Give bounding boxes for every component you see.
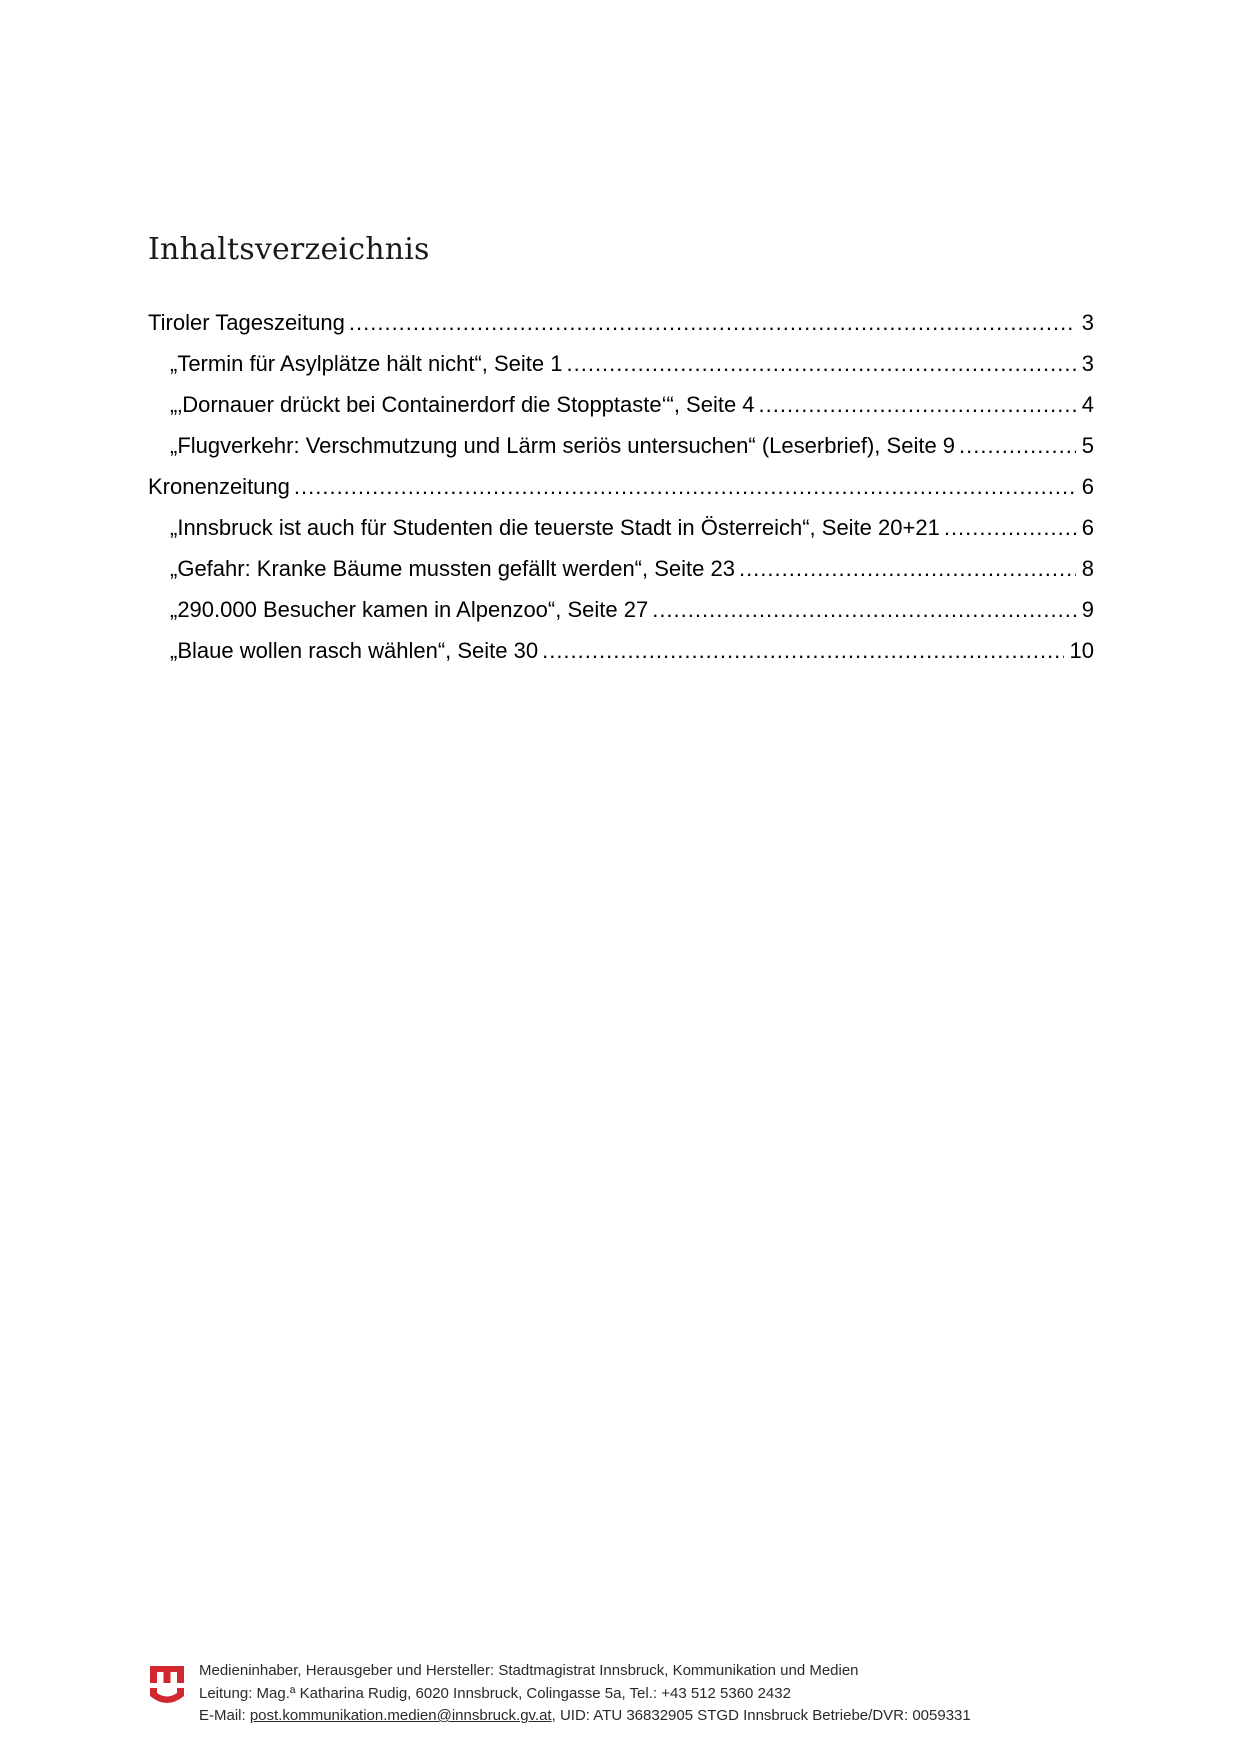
innsbruck-city-logo-icon — [150, 1666, 184, 1706]
toc-entry-label: „‚Dornauer drückt bei Containerdorf die Stopptaste‘“, Seite 4 — [170, 392, 755, 417]
footer-email-line — [199, 1705, 971, 1728]
toc-entry-page: 6 — [1081, 474, 1094, 499]
footer-contact-line: Leitung: Mag.ª Katharina Rudig, 6020 Innsbruck, Colingasse 5a, Tel.: +43 512 5360 2432 — [199, 1684, 791, 1702]
footer-publisher-line: Medieninhaber, Herausgeber und Hersteller: Stadtmagistrat Innsbruck, Kommunikation und Medien — [199, 1662, 859, 1679]
toc-leader-dots — [944, 507, 1076, 548]
footer-imprint — [199, 1660, 971, 1728]
toc-entry-label: „Innsbruck ist auch für Studenten die teuerste Stadt in Österreich“, Seite 20+21 — [170, 515, 940, 540]
toc-entry-label: „290.000 Besucher kamen in Alpenzoo“, Seite 27 — [170, 597, 649, 622]
toc-entry-label: „Flugverkehr: Verschmutzung und Lärm seriös untersuchen“ (Leserbrief), Seite 9 — [170, 433, 956, 458]
toc-entry-label: „Gefahr: Kranke Bäume mussten gefällt werden“, Seite 23 — [170, 556, 735, 581]
toc-entry-page: 3 — [1081, 310, 1094, 335]
toc-entry-page: 6 — [1081, 515, 1094, 540]
toc-entry-label: Tiroler Tageszeitung — [148, 310, 345, 335]
toc-leader-dots — [567, 343, 1076, 384]
toc-entry-page: 8 — [1081, 556, 1094, 581]
toc-entry-page: 4 — [1081, 392, 1094, 417]
toc-entry[interactable] — [148, 425, 1094, 466]
toc-leader-dots — [652, 589, 1076, 630]
toc-leader-dots — [349, 302, 1076, 343]
toc-entry[interactable] — [148, 507, 1094, 548]
toc-leader-dots — [739, 548, 1076, 589]
toc-entry[interactable] — [148, 384, 1094, 425]
toc-entry-page: 3 — [1081, 351, 1094, 376]
toc-entry-page: 5 — [1081, 433, 1094, 458]
toc-title: Inhaltsverzeichnis — [148, 232, 430, 267]
footer-email-label: E-Mail: — [199, 1707, 250, 1724]
toc-entry-label: Kronenzeitung — [148, 474, 290, 499]
toc-entry-label: „Blaue wollen rasch wählen“, Seite 30 — [170, 638, 539, 663]
toc-entry[interactable] — [148, 466, 1094, 507]
toc-entry-label: „Termin für Asylplätze hält nicht“, Seite 1 — [170, 351, 563, 376]
toc-entry[interactable] — [148, 343, 1094, 384]
footer-uid-text: , UID: ATU 36832905 STGD Innsbruck Betriebe/DVR: 0059331 — [551, 1707, 971, 1724]
toc-entry[interactable] — [148, 630, 1094, 671]
toc-entry[interactable] — [148, 548, 1094, 589]
page-footer — [150, 1660, 1090, 1730]
toc-entry-page: 10 — [1069, 638, 1094, 663]
toc-leader-dots — [959, 425, 1076, 466]
table-of-contents — [148, 302, 1094, 671]
toc-entry-page: 9 — [1081, 597, 1094, 622]
toc-leader-dots — [294, 466, 1076, 507]
toc-entry[interactable] — [148, 302, 1094, 343]
footer-email-link[interactable]: post.kommunikation.medien@innsbruck.gv.at — [249, 1707, 552, 1724]
toc-leader-dots — [759, 384, 1076, 425]
toc-leader-dots — [542, 630, 1063, 671]
toc-entry[interactable] — [148, 589, 1094, 630]
